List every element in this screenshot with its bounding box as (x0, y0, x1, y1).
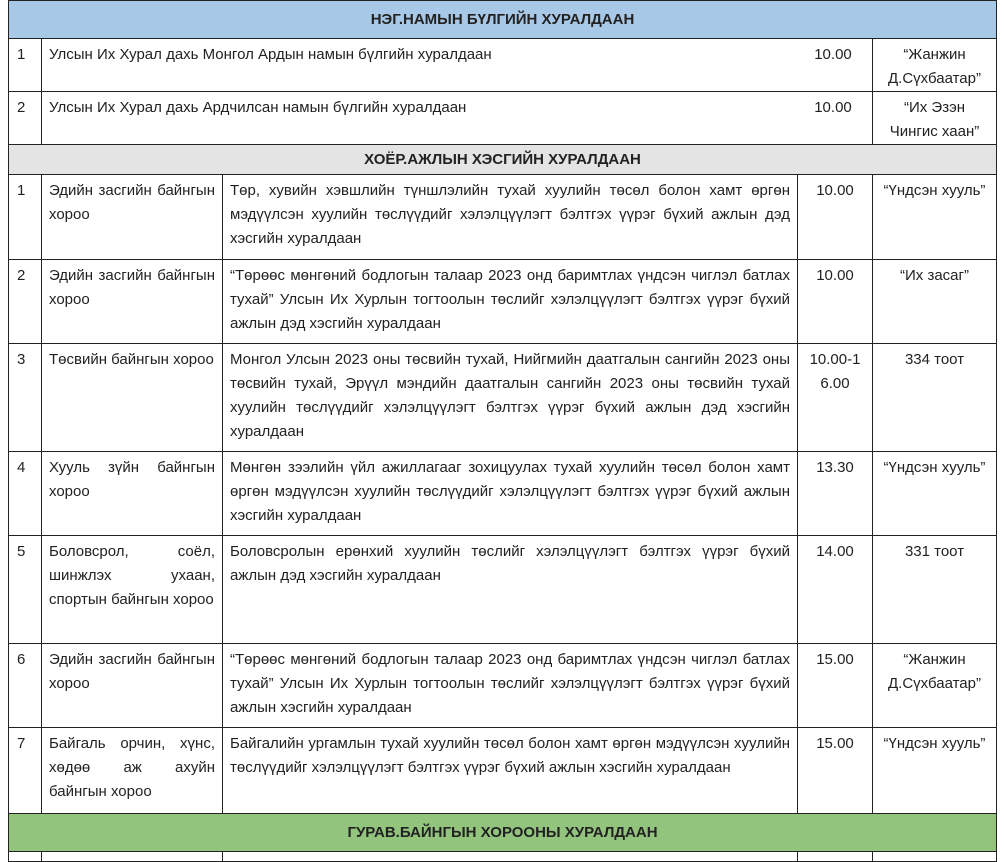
section-title: ХОЁР.АЖЛЫН ХЭСГИЙН ХУРАЛДААН (9, 145, 997, 175)
meeting-time: 10.00 (798, 175, 873, 260)
committee-name: Эдийн засгийн байнгын хороо (42, 260, 223, 344)
committee-name: Хууль зүйн байнгын хороо (42, 452, 223, 536)
meeting-room: 334 тоот (873, 344, 997, 452)
meeting-room (814, 39, 997, 92)
table-row (9, 728, 997, 814)
meeting-title: Улсын Их Хурал дахь Монгол Ардын намын бүлгийн хуралдаан (42, 39, 873, 92)
meeting-room: “Их засаг” (873, 260, 997, 344)
row-number: 4 (9, 452, 42, 536)
meeting-time: 10.00 (814, 99, 852, 116)
row-number: 1 (9, 39, 42, 92)
meeting-time: 14.00 (798, 536, 873, 644)
section-header-working-group (9, 145, 997, 175)
schedule-table (8, 0, 997, 862)
room-name: “Жанжин Д.Сүхбаатар” (888, 46, 981, 87)
room-name: “Их Эзэн Чингис хаан” (889, 99, 980, 140)
meeting-time: 10.00 (814, 46, 852, 63)
section-title: НЭГ.НАМЫН БҮЛГИЙН ХУРАЛДААН (9, 1, 997, 39)
meeting-time: 10.00-16.00 (798, 344, 873, 452)
table-row (9, 39, 997, 92)
row-number: 1 (9, 175, 42, 260)
row-number: 2 (9, 260, 42, 344)
committee-name: Байгаль орчин, хүнс, хөдөө аж ахуйн байнгын хороо (42, 728, 223, 814)
committee-name: Боловсрол, соёл, шинжлэх ухаан, спортын байнгын хороо (42, 536, 223, 644)
table-row (9, 260, 997, 344)
meeting-room: “Үндсэн хууль” (873, 728, 997, 814)
committee-name: Эдийн засгийн байнгын хороо (42, 175, 223, 260)
meeting-topic: “Төрөөс мөнгөний бодлогын талаар 2023 онд баримтлах үндсэн чиглэл батлах тухай” Улсын Их Хурлын тогтоолын төслийг хэлэлцүүлэгт бэлтгэх үүрэг бүхий ажлын хэсгийн хуралдаан (223, 644, 798, 728)
meeting-time: 15.00 (798, 728, 873, 814)
meeting-topic: Байгалийн ургамлын тухай хуулийн төсөл болон хамт өргөн мэдүүлсэн хуулийн төслүүдийг хэлэлцүүлэгт бэлтгэх үүрэг бүхий ажлын хэсгийн хуралдаан (223, 728, 798, 814)
meeting-time: 15.00 (798, 644, 873, 728)
meeting-time: 10.00 (798, 260, 873, 344)
row-number: 7 (9, 728, 42, 814)
meeting-room: “Үндсэн хууль” (873, 175, 997, 260)
section-header-standing-committee (9, 814, 997, 852)
meeting-room (814, 92, 997, 145)
table-row (9, 344, 997, 452)
meeting-room: “Үндсэн хууль” (873, 452, 997, 536)
table-row (9, 852, 997, 862)
section-header-party (9, 1, 997, 39)
row-number: 6 (9, 644, 42, 728)
meeting-topic: Төр, хувийн хэвшлийн түншлэлийн тухай хуулийн төсөл болон хамт өргөн мэдүүлсэн хуулийн төслүүдийг хэлэлцүүлэгт бэлтгэх үүрэг бүхий ажлын дэд хэсгийн хуралдаан (223, 175, 798, 260)
table-row (9, 644, 997, 728)
meeting-time: 13.30 (798, 452, 873, 536)
table-row (9, 536, 997, 644)
meeting-room: “Жанжин Д.Сүхбаатар” (873, 644, 997, 728)
meeting-topic: Боловсролын ерөнхий хуулийн төслийг хэлэлцүүлэгт бэлтгэх үүрэг бүхий ажлын дэд хэсгийн хуралдаан (223, 536, 798, 644)
table-row (9, 175, 997, 260)
table-row (9, 92, 997, 145)
meeting-title: Улсын Их Хурал дахь Ардчилсан намын бүлгийн хуралдаан (42, 92, 873, 145)
row-number: 2 (9, 92, 42, 145)
table-row (9, 452, 997, 536)
meeting-topic: “Төрөөс мөнгөний бодлогын талаар 2023 онд баримтлах үндсэн чиглэл батлах тухай” Улсын Их Хурлын тогтоолын төслийг хэлэлцүүлэгт бэлтгэх үүрэг бүхий ажлын дэд хэсгийн хуралдаан (223, 260, 798, 344)
row-number: 3 (9, 344, 42, 452)
row-number: 5 (9, 536, 42, 644)
meeting-topic: Монгол Улсын 2023 оны төсвийн тухай, Нийгмийн даатгалын сангийн 2023 оны төсвийн тухай, Эрүүл мэндийн даатгалын сангийн 2023 оны төсвийн тухай хуулийн төслүүдийг хэлэлцүүлэгт бэлтгэх үүрэг бүхий ажлын дэд хэсгийн хуралдаан (223, 344, 798, 452)
meeting-topic: Мөнгөн зээлийн үйл ажиллагааг зохицуулах тухай хуулийн төсөл болон хамт өргөн мэдүүлсэн хуулийн төслүүдийг хэлэлцүүлэгт бэлтгэх үүрэг бүхий ажлын хэсгийн хуралдаан (223, 452, 798, 536)
section-title: ГУРАВ.БАЙНГЫН ХОРООНЫ ХУРАЛДААН (9, 814, 997, 852)
meeting-room: 331 тоот (873, 536, 997, 644)
committee-name: Эдийн засгийн байнгын хороо (42, 644, 223, 728)
committee-name: Төсвийн байнгын хороо (42, 344, 223, 452)
